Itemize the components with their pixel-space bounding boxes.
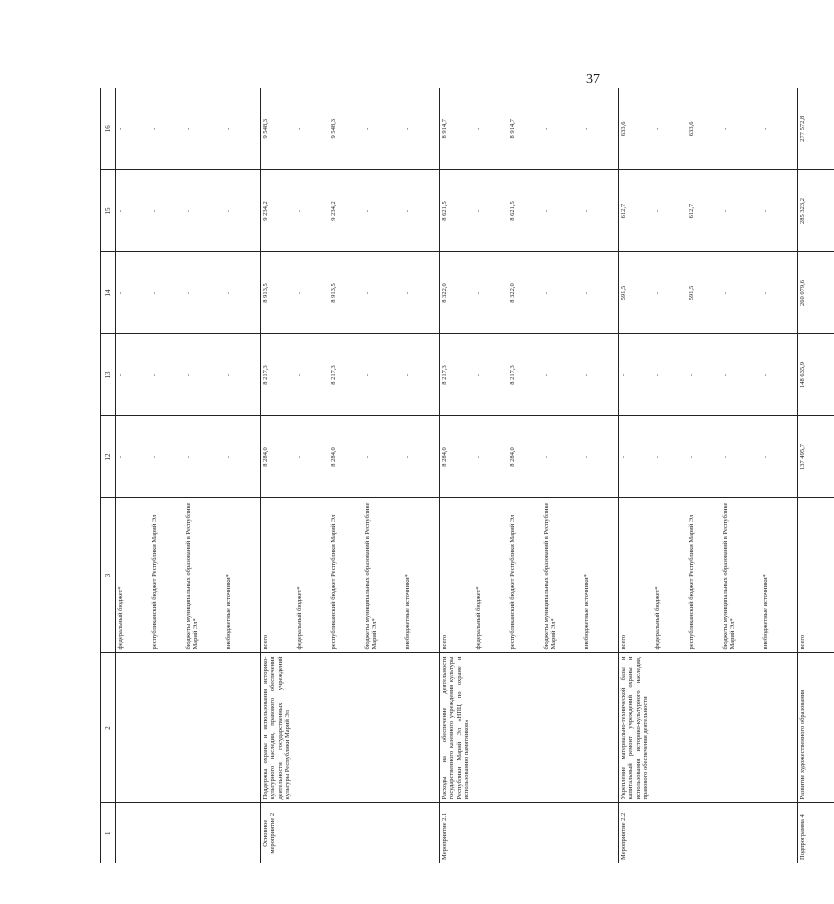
value-cell: 8 217,3 [262,365,269,385]
value-cell: - [620,455,627,459]
value-cell: 8 217,3 [441,365,448,385]
value-cell: - [117,373,124,377]
value-cell: - [151,455,158,459]
value-cell: - [225,373,232,377]
values-col-12 [261,416,440,498]
values-col-16 [440,88,619,170]
value-cell: - [475,373,482,377]
value-cell: - [583,209,590,213]
values-col-12 [798,416,834,498]
value-cell: - [151,373,158,377]
values-col-15 [798,170,834,252]
value-cell: - [296,209,303,213]
value-cell: - [620,373,627,377]
value-cell: - [225,455,232,459]
value-cell: - [722,291,729,295]
source-cell: внебюджетные источники* [404,574,411,650]
source-cell: республиканский бюджет Республики Марий Эл [688,514,695,650]
values-col-16 [261,88,440,170]
value-cell: - [296,127,303,130]
value-cell: - [583,127,590,130]
value-cell: 260 079,6 [799,280,806,306]
value-cell: - [404,373,411,377]
value-cell: - [583,291,590,295]
values-col-12 [116,416,261,498]
source-cell: внебюджетные источники* [762,574,769,650]
header-row [101,88,116,863]
table-row [440,88,619,863]
value-cell: 9 234,2 [330,201,337,221]
value-cell: - [296,373,303,377]
value-cell: - [654,291,661,295]
value-cell: - [583,455,590,459]
values-col-15 [261,170,440,252]
value-cell: - [185,291,192,295]
value-cell: 633,6 [620,121,627,137]
source-cell: республиканский бюджет Республики Марий Эл [509,514,516,650]
value-cell: - [762,127,769,130]
value-cell: - [654,209,661,213]
row-label: Мероприятие 2.1 [440,803,619,863]
value-cell: 8 284,0 [441,447,448,467]
value-cell: - [185,127,192,130]
value-cell: - [296,455,303,459]
value-cell: 8 217,3 [509,365,516,385]
value-cell: - [404,209,411,213]
value-cell: - [583,373,590,377]
value-cell: - [654,127,661,130]
value-cell: 8 217,3 [330,365,337,385]
value-cell: - [117,209,124,213]
values-col-13 [116,334,261,416]
source-cell: бюджеты муниципальных образований в Республике Марий Эл* [185,502,200,650]
source-cell: внебюджетные источники* [583,574,590,650]
value-cell: - [762,455,769,459]
value-cell: - [117,291,124,295]
funding-sources [261,498,440,653]
value-cell: 612,7 [620,203,627,219]
value-cell: - [364,291,371,295]
header-col-13: 13 [101,334,116,416]
funding-sources [619,498,798,653]
values-col-16 [116,88,261,170]
source-cell: внебюджетные источники* [225,574,232,650]
source-cell: федеральный бюджет* [117,586,124,650]
value-cell: 8 322,0 [441,283,448,303]
value-cell: - [185,455,192,459]
value-cell: 8 914,7 [441,119,448,139]
table-row [619,88,798,863]
row-description: Укрепление материально-технической базы и капитальный ремонт учреждений охраны и использования историко-культурного наследия, правового обеспечения деятельности [619,653,798,803]
header-col-1: 1 [101,803,116,863]
values-col-15 [619,170,798,252]
value-cell: - [404,291,411,295]
source-cell: федеральный бюджет* [475,586,482,650]
header-col-15: 15 [101,170,116,252]
value-cell: - [722,127,729,130]
value-cell: - [225,291,232,295]
header-col-2: 2 [101,653,116,803]
value-cell: 8 913,5 [330,283,337,303]
value-cell: - [688,373,695,377]
values-col-14 [116,252,261,334]
value-cell: 8 284,0 [509,447,516,467]
value-cell: - [364,455,371,459]
value-cell: 9 548,3 [330,119,337,139]
values-col-14 [261,252,440,334]
row-label [116,803,261,863]
values-col-14 [440,252,619,334]
value-cell: 633,6 [688,121,695,137]
value-cell: - [475,455,482,459]
header-col-14: 14 [101,252,116,334]
row-description [116,653,261,803]
value-cell: - [543,455,550,459]
value-cell: 8 322,0 [509,283,516,303]
value-cell: - [762,209,769,213]
source-cell: всего [441,634,448,650]
budget-table-rotated [100,88,806,863]
value-cell: - [762,373,769,377]
source-cell: всего [799,634,806,650]
value-cell: 8 914,7 [509,119,516,139]
table-row [798,88,834,863]
value-cell: - [543,291,550,295]
row-description: Развитие художественного образования [798,653,834,803]
value-cell: - [475,127,482,130]
values-col-15 [116,170,261,252]
value-cell: 591,5 [688,285,695,301]
value-cell: - [688,455,695,459]
values-col-12 [440,416,619,498]
value-cell: - [404,455,411,459]
value-cell: 8 284,0 [330,447,337,467]
values-col-16 [798,88,834,170]
row-description: Расходы на обеспечение деятельности государственного казенного учреждения культуры Республики Марий Эл «НПЦ по охране и использованию памятников» [440,653,619,803]
values-col-13 [798,334,834,416]
value-cell: - [654,373,661,377]
header-col-3: 3 [101,498,116,653]
header-col-12: 12 [101,416,116,498]
value-cell: 148 635,9 [799,362,806,388]
value-cell: 8 621,5 [509,201,516,221]
value-cell: 9 234,2 [262,201,269,221]
funding-sources [440,498,619,653]
value-cell: - [225,127,232,130]
value-cell: - [185,373,192,377]
row-description: Поддержка охраны и использования историко-культурного наследия, правового обеспечения деятельности государственных учреждений культуры Республики Марий Эл [261,653,440,803]
source-cell: федеральный бюджет* [296,586,303,650]
value-cell: - [296,291,303,295]
value-cell: - [404,127,411,130]
row-label: Подпрограмма 4 [798,803,834,863]
value-cell: - [151,291,158,295]
value-cell: - [364,209,371,213]
value-cell: 8 284,0 [262,447,269,467]
value-cell: - [654,455,661,459]
values-col-13 [440,334,619,416]
value-cell: 277 572,8 [799,115,806,142]
values-col-15 [440,170,619,252]
values-col-12 [619,416,798,498]
source-cell: федеральный бюджет* [654,586,661,650]
value-cell: - [543,373,550,377]
source-cell: республиканский бюджет Республики Марий Эл [151,514,158,650]
source-cell: республиканский бюджет Республики Марий Эл [330,514,337,650]
value-cell: - [117,455,124,459]
row-label: Мероприятие 2.2 [619,803,798,863]
table-row [116,88,261,863]
value-cell: - [364,127,371,130]
value-cell: 9 548,3 [262,119,269,139]
values-col-13 [261,334,440,416]
value-cell: - [722,455,729,459]
header-col-16: 16 [101,88,116,170]
values-col-16 [619,88,798,170]
page-number: 37 [586,72,600,87]
value-cell: - [364,373,371,377]
budget-table [100,88,834,863]
value-cell: 591,5 [620,285,627,301]
value-cell: 285 323,2 [799,198,806,224]
value-cell: - [225,209,232,213]
value-cell: - [543,127,550,130]
funding-sources [798,498,834,653]
value-cell: 137 495,7 [799,444,806,470]
values-col-13 [619,334,798,416]
value-cell: - [185,209,192,213]
value-cell: - [762,291,769,295]
values-col-14 [798,252,834,334]
value-cell: - [151,127,158,130]
value-cell: - [117,127,124,130]
value-cell: - [722,209,729,213]
values-col-14 [619,252,798,334]
value-cell: - [475,209,482,213]
source-cell: бюджеты муниципальных образований в Республике Марий Эл* [364,502,379,650]
value-cell: - [722,373,729,377]
source-cell: бюджеты муниципальных образований в Республике Марий Эл* [722,502,737,650]
source-cell: бюджеты муниципальных образований в Республике Марий Эл* [543,502,558,650]
value-cell: 8 913,5 [262,283,269,303]
value-cell: - [475,291,482,295]
value-cell: 612,7 [688,203,695,219]
value-cell: - [543,209,550,213]
source-cell: всего [620,634,627,650]
value-cell: 8 621,5 [441,201,448,221]
source-cell: всего [262,634,269,650]
table-row [261,88,440,863]
row-label: Основное мероприятие 2 [261,803,440,863]
funding-sources [116,498,261,653]
value-cell: - [151,209,158,213]
